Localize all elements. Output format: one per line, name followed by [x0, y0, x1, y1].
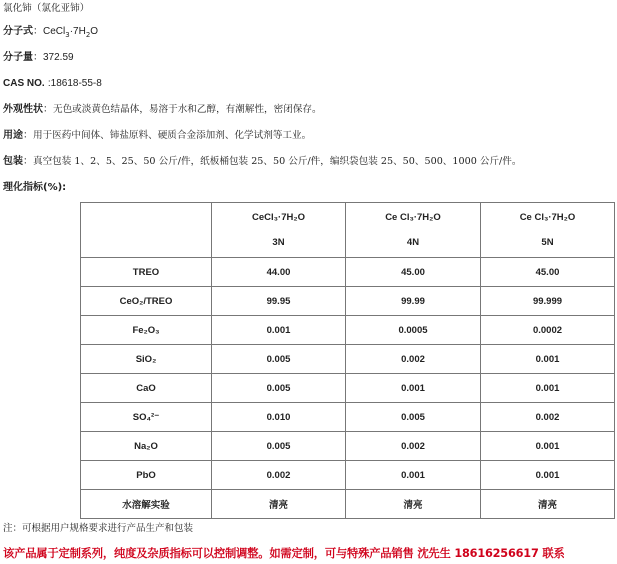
row-item: SO₄²⁻	[81, 403, 212, 432]
appearance-line	[3, 103, 322, 117]
formula-value-pre: CeCl	[43, 26, 66, 37]
usage-label: 用途	[3, 130, 23, 141]
table-row	[81, 287, 615, 316]
molecular-weight-line	[3, 51, 74, 65]
cas-value: :18618-55-8	[47, 78, 102, 89]
cell-value: 清亮	[481, 490, 615, 519]
mw-value: 372.59	[43, 52, 74, 63]
cell-value: 0.005	[212, 432, 346, 461]
cell-value: 45.00	[481, 258, 615, 287]
cell-value: 0.005	[212, 345, 346, 374]
formula-sub2: 2	[85, 31, 91, 39]
appearance-colon: ：	[43, 104, 53, 115]
appearance-label: 外观性状	[3, 104, 43, 115]
cell-value: 99.999	[481, 287, 615, 316]
formula-sub: 3	[65, 31, 70, 39]
packaging-line	[3, 155, 521, 169]
cell-value: 0.001	[481, 432, 615, 461]
spec-title: 理化指标(%):	[3, 182, 67, 193]
cell-value: 0.001	[346, 374, 481, 403]
header-empty	[81, 203, 212, 258]
cell-value: 0.0005	[346, 316, 481, 345]
table-row	[81, 345, 615, 374]
row-item: Na₂O	[81, 432, 212, 461]
formula-value-post: ·7H	[69, 26, 86, 37]
table-row	[81, 258, 615, 287]
note: 注：可根据用户规格要求进行产品生产和包装	[3, 523, 194, 534]
table-row	[81, 432, 615, 461]
table-row	[81, 316, 615, 345]
header-formula: Ce Cl₃·7H₂O	[519, 212, 576, 223]
cell-value: 0.001	[481, 461, 615, 490]
table-row	[81, 461, 615, 490]
cell-value: 0.001	[212, 316, 346, 345]
cell-value: 0.001	[481, 374, 615, 403]
cas-label: CAS NO.	[3, 78, 45, 89]
cell-value: 99.99	[346, 287, 481, 316]
usage-colon: ：	[23, 130, 33, 141]
header-row	[81, 203, 615, 258]
table-row	[81, 403, 615, 432]
cell-value: 0.005	[346, 403, 481, 432]
cell-value: 0.002	[346, 345, 481, 374]
header-5n	[481, 203, 615, 258]
mw-colon: ：	[33, 52, 43, 63]
cas-line	[3, 77, 102, 91]
table-row	[81, 374, 615, 403]
formula-value-end: O	[90, 26, 99, 37]
usage-value: 用于医药中间体、铈盐原料、硬质合金添加剂、化学试剂等工业。	[33, 130, 312, 141]
cell-value: 44.00	[212, 258, 346, 287]
row-item: SiO₂	[81, 345, 212, 374]
cell-value: 0.001	[481, 345, 615, 374]
header-grade: 3N	[272, 237, 285, 248]
usage-line	[3, 129, 311, 143]
cell-value: 0.0002	[481, 316, 615, 345]
row-item: Fe₂O₃	[81, 316, 212, 345]
formula-line	[3, 25, 98, 39]
packaging-value: 真空包装 1、2、5、25、50 公斤/件，纸板桶包装 25、50 公斤/件，编织袋包装 25、50、500、1000 公斤/件。	[33, 156, 522, 167]
header-formula: Ce Cl₃·7H₂O	[385, 212, 441, 223]
cell-value: 清亮	[212, 490, 346, 519]
cell-value: 清亮	[346, 490, 481, 519]
row-item: CeO₂/TREO	[81, 287, 212, 316]
formula-colon: ：	[33, 26, 43, 37]
header-formula: CeCl₃·7H₂O	[252, 212, 305, 223]
packaging-label: 包装	[3, 156, 23, 167]
mw-label: 分子量	[3, 52, 33, 63]
row-item: 水溶解实验	[81, 490, 212, 519]
packaging-colon: ：	[23, 156, 33, 167]
cell-value: 0.010	[212, 403, 346, 432]
row-item: PbO	[81, 461, 212, 490]
spec-table	[80, 202, 615, 519]
cell-value: 0.002	[481, 403, 615, 432]
cell-value: 0.005	[212, 374, 346, 403]
row-item: TREO	[81, 258, 212, 287]
header-4n	[346, 203, 481, 258]
header-grade: 4N	[406, 237, 420, 248]
product-name: 氯化铈（氯化亚铈）	[3, 3, 90, 14]
cell-value: 0.002	[346, 432, 481, 461]
cell-value: 0.002	[212, 461, 346, 490]
header-3n	[212, 203, 346, 258]
cell-value: 0.001	[346, 461, 481, 490]
promo-banner: 该产品属于定制系列，纯度及杂质指标可以控制调整。如需定制，可与特殊产品销售 沈先生 18616256617 联系	[3, 547, 565, 560]
formula-label: 分子式	[3, 26, 33, 37]
cell-value: 45.00	[346, 258, 481, 287]
appearance-value: 无色或淡黄色结晶体，易溶于水和乙醇，有潮解性，密闭保存。	[53, 104, 322, 115]
cell-value: 99.95	[212, 287, 346, 316]
table-row	[81, 490, 615, 519]
row-item: CaO	[81, 374, 212, 403]
header-grade: 5N	[541, 237, 554, 248]
